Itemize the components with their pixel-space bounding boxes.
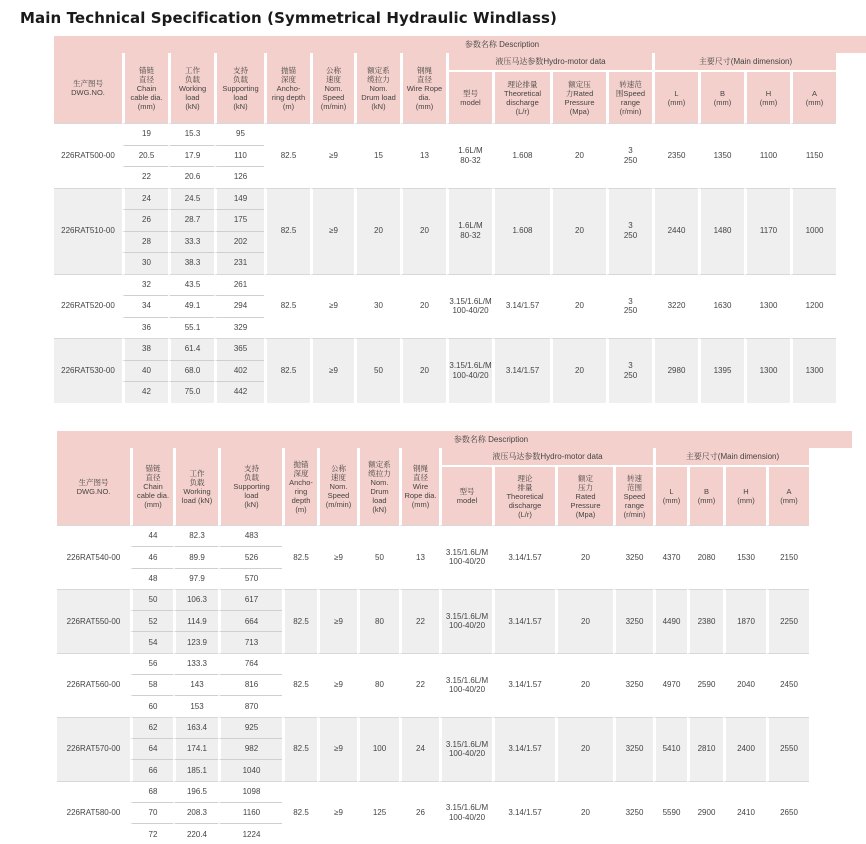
working-cell: 133.3 [173, 653, 218, 675]
A-cell: 1200 [790, 274, 836, 339]
working-cell: 143 [173, 675, 218, 696]
working-cell: 174.1 [173, 739, 218, 760]
pressure-cell: 20 [555, 525, 613, 589]
chain-cell: 64 [130, 739, 173, 760]
working-cell: 61.4 [168, 338, 214, 361]
speed-range-cell: 3 250 [606, 188, 652, 274]
header-discharge: 理论排量 Theoretical discharge (L/r) [492, 72, 550, 123]
table-row [54, 188, 866, 211]
anchoring-cell: 82.5 [282, 589, 317, 653]
B-cell: 2590 [687, 653, 723, 717]
A-cell: 1000 [790, 188, 836, 274]
wire-cell: 24 [399, 717, 439, 781]
wire-cell: 13 [399, 525, 439, 589]
drum-cell: 100 [357, 717, 399, 781]
L-cell: 2440 [652, 188, 698, 274]
model-cell: 3.15/1.6L/M 100-40/20 [446, 338, 492, 403]
wire-cell: 26 [399, 781, 439, 844]
drum-cell: 50 [357, 525, 399, 589]
working-cell: 185.1 [173, 760, 218, 780]
chain-cell: 32 [122, 274, 168, 297]
header-model: 型号 model [439, 467, 492, 525]
B-cell: 2900 [687, 781, 723, 844]
dwg-no: 226RAT560-00 [57, 653, 130, 717]
working-cell: 33.3 [168, 232, 214, 254]
speed-range-cell: 3 250 [606, 123, 652, 188]
header-L: L (mm) [653, 467, 687, 525]
supporting-cell: 149 [214, 188, 264, 211]
A-cell: 2250 [766, 589, 809, 653]
supporting-cell: 664 [218, 611, 282, 632]
pressure-cell: 20 [555, 781, 613, 844]
model-cell: 3.15/1.6L/M 100-40/20 [439, 781, 492, 844]
wire-cell: 22 [399, 653, 439, 717]
speed-cell: ≥9 [317, 589, 357, 653]
header-motor-group: 液压马达参数Hydro-motor data [446, 53, 652, 72]
header-dwg: 生产图号 DWG.NO. [57, 448, 130, 525]
speed-cell: ≥9 [310, 338, 354, 403]
working-cell: 196.5 [173, 781, 218, 803]
working-cell: 208.3 [173, 803, 218, 824]
wire-cell: 20 [400, 338, 446, 403]
speed-cell: ≥9 [310, 123, 354, 188]
chain-cell: 40 [122, 361, 168, 383]
dwg-no: 226RAT530-00 [54, 338, 122, 403]
dwg-no: 226RAT570-00 [57, 717, 130, 781]
H-cell: 2410 [723, 781, 766, 844]
model-cell: 3.15/1.6L/M 100-40/20 [439, 589, 492, 653]
H-cell: 2400 [723, 717, 766, 781]
model-cell: 3.15/1.6L/M 100-40/20 [446, 274, 492, 339]
dwg-no: 226RAT540-00 [57, 525, 130, 589]
chain-cell: 50 [130, 589, 173, 611]
H-cell: 1530 [723, 525, 766, 589]
discharge-cell: 1.608 [492, 123, 550, 188]
supporting-cell: 110 [214, 146, 264, 168]
L-cell: 3220 [652, 274, 698, 339]
H-cell: 1870 [723, 589, 766, 653]
wire-cell: 20 [400, 188, 446, 274]
A-cell: 2150 [766, 525, 809, 589]
B-cell: 1630 [698, 274, 744, 339]
drum-cell: 20 [354, 188, 400, 274]
working-cell: 97.9 [173, 569, 218, 589]
header-dimension-group: 主要尺寸(Main dimension) [653, 448, 809, 467]
table-row [54, 123, 866, 146]
anchoring-cell: 82.5 [282, 525, 317, 589]
supporting-cell: 870 [218, 696, 282, 716]
header-L: L (mm) [652, 72, 698, 123]
supporting-cell: 982 [218, 739, 282, 760]
speed-cell: ≥9 [317, 525, 357, 589]
header-supporting: 支持 负载 Supporting load (kN) [214, 53, 264, 123]
H-cell: 2040 [723, 653, 766, 717]
pressure-cell: 20 [555, 653, 613, 717]
anchoring-cell: 82.5 [264, 188, 310, 274]
header-model: 型号 model [446, 72, 492, 123]
header-dimension-group: 主要尺寸(Main dimension) [652, 53, 836, 72]
speed-cell: ≥9 [310, 188, 354, 274]
chain-cell: 38 [122, 338, 168, 361]
table-row [57, 589, 852, 611]
header-anchoring: 抛锚 深度 Ancho- ring depth (m) [282, 448, 317, 525]
B-cell: 1480 [698, 188, 744, 274]
speed-range-cell: 3250 [613, 717, 653, 781]
B-cell: 1350 [698, 123, 744, 188]
model-cell: 1.6L/M 80-32 [446, 123, 492, 188]
working-cell: 49.1 [168, 296, 214, 318]
header-supporting: 支持 负载 Supporting load (kN) [218, 448, 282, 525]
working-cell: 55.1 [168, 318, 214, 339]
supporting-cell: 294 [214, 296, 264, 318]
supporting-cell: 1040 [218, 760, 282, 780]
header-wire: 钢绳 直径 Wire Rope dia. (mm) [399, 448, 439, 525]
wire-cell: 13 [400, 123, 446, 188]
chain-cell: 66 [130, 760, 173, 780]
chain-cell: 52 [130, 611, 173, 632]
supporting-cell: 1224 [218, 824, 282, 844]
pressure-cell: 20 [555, 589, 613, 653]
working-cell: 17.9 [168, 146, 214, 168]
pressure-cell: 20 [550, 123, 606, 188]
model-cell: 3.15/1.6L/M 100-40/20 [439, 717, 492, 781]
chain-cell: 22 [122, 167, 168, 188]
speed-range-cell: 3250 [613, 781, 653, 844]
chain-cell: 20.5 [122, 146, 168, 168]
dwg-no: 226RAT580-00 [57, 781, 130, 844]
chain-cell: 72 [130, 824, 173, 844]
header-working: 工作 负载 Working load (kN) [173, 448, 218, 525]
header-pressure: 额定压 力Rated Pressure (Mpa) [550, 72, 606, 123]
working-cell: 15.3 [168, 123, 214, 146]
dwg-no: 226RAT550-00 [57, 589, 130, 653]
A-cell: 2650 [766, 781, 809, 844]
H-cell: 1170 [744, 188, 790, 274]
chain-cell: 24 [122, 188, 168, 211]
working-cell: 82.3 [173, 525, 218, 547]
wire-cell: 22 [399, 589, 439, 653]
chain-cell: 60 [130, 696, 173, 716]
B-cell: 2380 [687, 589, 723, 653]
params-header: 参数名称 Description [122, 36, 866, 53]
header-drum: 额定系 缆拉力 Nom. Drum load (kN) [357, 448, 399, 525]
supporting-cell: 365 [214, 338, 264, 361]
B-cell: 2080 [687, 525, 723, 589]
header-speed-range: 转速范 围Speed range (r/min) [606, 72, 652, 123]
speed-cell: ≥9 [317, 781, 357, 844]
H-cell: 1100 [744, 123, 790, 188]
supporting-cell: 231 [214, 253, 264, 274]
working-cell: 28.7 [168, 210, 214, 232]
discharge-cell: 3.14/1.57 [492, 274, 550, 339]
anchoring-cell: 82.5 [264, 274, 310, 339]
L-cell: 2350 [652, 123, 698, 188]
chain-cell: 28 [122, 232, 168, 254]
supporting-cell: 329 [214, 318, 264, 339]
dwg-no: 226RAT510-00 [54, 188, 122, 274]
header-drum: 额定系 缆拉力 Nom. Drum load (kN) [354, 53, 400, 123]
drum-cell: 30 [354, 274, 400, 339]
chain-cell: 19 [122, 123, 168, 146]
pressure-cell: 20 [550, 188, 606, 274]
supporting-cell: 202 [214, 232, 264, 254]
chain-cell: 26 [122, 210, 168, 232]
drum-cell: 15 [354, 123, 400, 188]
header-speed: 公称 速度 Nom. Speed (m/min) [317, 448, 357, 525]
drum-cell: 50 [354, 338, 400, 403]
header-discharge: 理论 排量 Theoretical discharge (L/r) [492, 467, 555, 525]
model-cell: 3.15/1.6L/M 100-40/20 [439, 525, 492, 589]
dwg-no: 226RAT500-00 [54, 123, 122, 188]
L-cell: 5410 [653, 717, 687, 781]
speed-range-cell: 3250 [613, 653, 653, 717]
working-cell: 123.9 [173, 632, 218, 652]
chain-cell: 54 [130, 632, 173, 652]
speed-cell: ≥9 [317, 717, 357, 781]
table-row [57, 525, 852, 547]
header-chain: 锚链 直径 Chain cable dia. (mm) [130, 448, 173, 525]
header-blank [54, 36, 122, 53]
header-pressure: 额定 压力 Rated Pressure (Mpa) [555, 467, 613, 525]
supporting-cell: 526 [218, 547, 282, 568]
header-motor-group: 液压马达参数Hydro-motor data [439, 448, 653, 467]
header-speed-range: 转速 范围 Speed range (r/min) [613, 467, 653, 525]
B-cell: 2810 [687, 717, 723, 781]
working-cell: 43.5 [168, 274, 214, 297]
working-cell: 24.5 [168, 188, 214, 211]
working-cell: 163.4 [173, 717, 218, 739]
discharge-cell: 3.14/1.57 [492, 338, 550, 403]
chain-cell: 70 [130, 803, 173, 824]
pressure-cell: 20 [550, 274, 606, 339]
header-working: 工作 负载 Working load (kN) [168, 53, 214, 123]
header-chain: 锚链 直径 Chain cable dia. (mm) [122, 53, 168, 123]
L-cell: 4370 [653, 525, 687, 589]
spec-table-2 [57, 431, 852, 844]
working-cell: 220.4 [173, 824, 218, 844]
supporting-cell: 764 [218, 653, 282, 675]
L-cell: 5590 [653, 781, 687, 844]
header-speed: 公称 速度 Nom. Speed (m/min) [310, 53, 354, 123]
supporting-cell: 1098 [218, 781, 282, 803]
supporting-cell: 261 [214, 274, 264, 297]
drum-cell: 80 [357, 653, 399, 717]
supporting-cell: 1160 [218, 803, 282, 824]
supporting-cell: 483 [218, 525, 282, 547]
anchoring-cell: 82.5 [264, 338, 310, 403]
header-H: H (mm) [744, 72, 790, 123]
working-cell: 75.0 [168, 382, 214, 403]
anchoring-cell: 82.5 [282, 653, 317, 717]
wire-cell: 20 [400, 274, 446, 339]
header-B: B (mm) [687, 467, 723, 525]
speed-range-cell: 3250 [613, 589, 653, 653]
working-cell: 106.3 [173, 589, 218, 611]
table-row [54, 338, 866, 361]
discharge-cell: 3.14/1.57 [492, 653, 555, 717]
chain-cell: 46 [130, 547, 173, 568]
chain-cell: 56 [130, 653, 173, 675]
supporting-cell: 175 [214, 210, 264, 232]
page-title: Main Technical Specification (Symmetrical Hydraulic Windlass) [20, 9, 558, 27]
pressure-cell: 20 [555, 717, 613, 781]
anchoring-cell: 82.5 [264, 123, 310, 188]
working-cell: 114.9 [173, 611, 218, 632]
A-cell: 2450 [766, 653, 809, 717]
A-cell: 1150 [790, 123, 836, 188]
supporting-cell: 442 [214, 382, 264, 403]
speed-range-cell: 3250 [613, 525, 653, 589]
L-cell: 2980 [652, 338, 698, 403]
chain-cell: 62 [130, 717, 173, 739]
speed-range-cell: 3 250 [606, 274, 652, 339]
speed-cell: ≥9 [317, 653, 357, 717]
model-cell: 3.15/1.6L/M 100-40/20 [439, 653, 492, 717]
A-cell: 1300 [790, 338, 836, 403]
params-header: 参数名称 Description [130, 431, 852, 448]
discharge-cell: 3.14/1.57 [492, 589, 555, 653]
supporting-cell: 95 [214, 123, 264, 146]
header-blank [57, 431, 130, 448]
L-cell: 4970 [653, 653, 687, 717]
table-row [57, 653, 852, 675]
chain-cell: 58 [130, 675, 173, 696]
anchoring-cell: 82.5 [282, 717, 317, 781]
chain-cell: 30 [122, 253, 168, 274]
table-row [57, 717, 852, 739]
discharge-cell: 1.608 [492, 188, 550, 274]
B-cell: 1395 [698, 338, 744, 403]
supporting-cell: 570 [218, 569, 282, 589]
supporting-cell: 713 [218, 632, 282, 652]
chain-cell: 34 [122, 296, 168, 318]
working-cell: 38.3 [168, 253, 214, 274]
chain-cell: 68 [130, 781, 173, 803]
header-anchoring: 抛锚 深度 Ancho- ring depth (m) [264, 53, 310, 123]
chain-cell: 48 [130, 569, 173, 589]
anchoring-cell: 82.5 [282, 781, 317, 844]
chain-cell: 42 [122, 382, 168, 403]
dwg-no: 226RAT520-00 [54, 274, 122, 339]
H-cell: 1300 [744, 274, 790, 339]
spec-table-1 [54, 36, 866, 403]
discharge-cell: 3.14/1.57 [492, 717, 555, 781]
table-row [57, 781, 852, 803]
table-row [54, 274, 866, 297]
header-B: B (mm) [698, 72, 744, 123]
header-dwg: 生产图号 DWG.NO. [54, 53, 122, 123]
supporting-cell: 617 [218, 589, 282, 611]
drum-cell: 80 [357, 589, 399, 653]
supporting-cell: 816 [218, 675, 282, 696]
chain-cell: 44 [130, 525, 173, 547]
header-A: A (mm) [790, 72, 836, 123]
model-cell: 1.6L/M 80-32 [446, 188, 492, 274]
pressure-cell: 20 [550, 338, 606, 403]
L-cell: 4490 [653, 589, 687, 653]
supporting-cell: 126 [214, 167, 264, 188]
header-H: H (mm) [723, 467, 766, 525]
supporting-cell: 402 [214, 361, 264, 383]
A-cell: 2550 [766, 717, 809, 781]
chain-cell: 36 [122, 318, 168, 339]
working-cell: 153 [173, 696, 218, 716]
header-A: A (mm) [766, 467, 809, 525]
drum-cell: 125 [357, 781, 399, 844]
speed-cell: ≥9 [310, 274, 354, 339]
working-cell: 20.6 [168, 167, 214, 188]
working-cell: 68.0 [168, 361, 214, 383]
working-cell: 89.9 [173, 547, 218, 568]
discharge-cell: 3.14/1.57 [492, 525, 555, 589]
discharge-cell: 3.14/1.57 [492, 781, 555, 844]
header-wire: 钢绳 直径 Wire Rope dia. (mm) [400, 53, 446, 123]
speed-range-cell: 3 250 [606, 338, 652, 403]
H-cell: 1300 [744, 338, 790, 403]
supporting-cell: 925 [218, 717, 282, 739]
